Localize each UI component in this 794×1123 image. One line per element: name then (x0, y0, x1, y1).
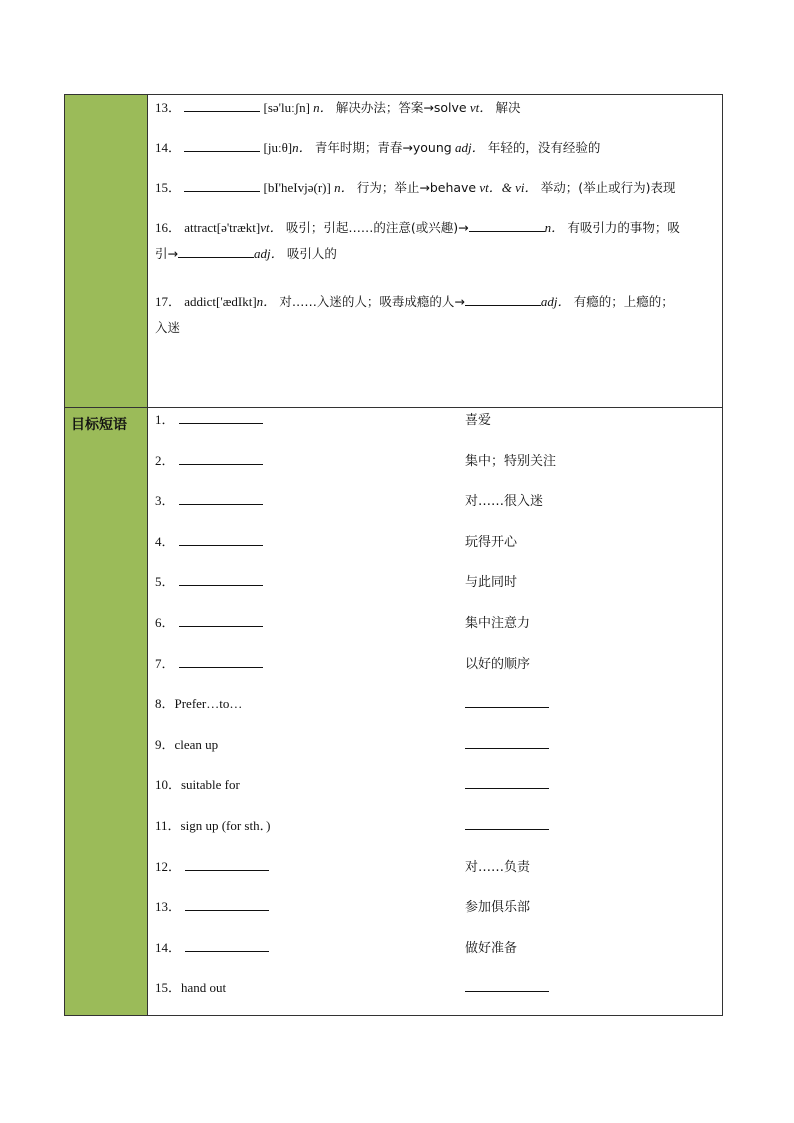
phrase-english (155, 896, 269, 915)
phrase-row (155, 896, 722, 916)
answer-blank[interactable] (465, 977, 549, 992)
phrase-chinese (465, 896, 530, 915)
phrase-chinese-text: 与此同时 (465, 575, 518, 591)
phrase-chinese (465, 774, 549, 793)
phrase-english (155, 856, 269, 875)
answer-blank[interactable] (465, 774, 549, 789)
phrase-chinese-text: 参加俱乐部 (465, 900, 531, 916)
answer-blank[interactable] (179, 653, 263, 668)
answer-blank[interactable] (178, 243, 254, 258)
answer-blank[interactable] (469, 217, 545, 232)
phrase-row (155, 815, 722, 835)
phrase-english-text: 15．hand out (155, 980, 227, 996)
phrase-chinese (465, 612, 530, 631)
phrase-row (155, 612, 722, 632)
phrase-row (155, 734, 722, 754)
phrase-english-text: 9．clean up (155, 736, 219, 752)
phrase-english (155, 531, 263, 550)
vocab-item-14: 14． [juːθ]n． 青年时期；青春→young adj． 年轻的，没有经验的 (155, 135, 600, 161)
phrase-english-text: 4． (155, 533, 175, 549)
phrase-english-text: 13． (155, 899, 182, 915)
answer-blank[interactable] (179, 409, 263, 424)
answer-blank[interactable] (184, 137, 260, 152)
phrase-english (155, 490, 263, 509)
answer-blank[interactable] (184, 177, 260, 192)
answer-blank[interactable] (179, 612, 263, 627)
phrase-english (155, 653, 263, 672)
phrase-english-text: 8．Prefer…to… (155, 696, 243, 712)
phrase-chinese-text: 对……负责 (465, 859, 531, 875)
phrase-english (155, 612, 263, 631)
phrase-row (155, 653, 722, 673)
phrase-english-text: 3． (155, 493, 175, 509)
phrase-english (155, 774, 240, 793)
phrase-row (155, 977, 722, 997)
phrase-row (155, 774, 722, 794)
phrase-english-text: 5． (155, 574, 175, 590)
phrase-row (155, 450, 722, 470)
phrase-english-text: 14． (155, 939, 182, 955)
phrase-chinese-text: 以好的顺序 (465, 656, 531, 672)
phrase-chinese (465, 937, 517, 956)
phrase-row (155, 856, 722, 876)
phrase-chinese (465, 450, 556, 469)
phrase-chinese (465, 856, 530, 875)
vocab-item-13: 13． [sə'luːʃn] n． 解决办法；答案→solve vt． 解决 (155, 95, 521, 121)
phrase-chinese-text: 做好准备 (465, 940, 518, 956)
phrase-chinese (465, 977, 549, 996)
phrase-chinese (465, 693, 549, 712)
answer-blank[interactable] (465, 291, 541, 306)
phrase-row (155, 693, 722, 713)
answer-blank[interactable] (465, 734, 549, 749)
answer-blank[interactable] (179, 531, 263, 546)
side-column (65, 95, 148, 1015)
phrase-chinese (465, 815, 549, 834)
phrase-chinese (465, 531, 517, 550)
phrase-row (155, 490, 722, 510)
worksheet-table (64, 94, 723, 1016)
answer-blank[interactable] (179, 450, 263, 465)
answer-blank[interactable] (179, 490, 263, 505)
phrase-english (155, 734, 218, 753)
phrase-english (155, 815, 270, 834)
phrase-english (155, 693, 242, 712)
answer-blank[interactable] (185, 937, 269, 952)
phrase-english-text: 11．sign up (for sth．) (155, 818, 271, 833)
answer-blank[interactable] (184, 97, 260, 112)
answer-blank[interactable] (185, 896, 269, 911)
answer-blank[interactable] (465, 815, 549, 830)
vocab-item-17: 17． addict['ædIkt]n． 对……入迷的人；吸毒成瘾的人→ adj． 有瘾的；上瘾的； 入迷 (155, 289, 715, 341)
phrase-row (155, 409, 722, 429)
phrase-english-text: 12． (155, 858, 182, 874)
phrase-english (155, 409, 263, 428)
phrase-chinese (465, 409, 491, 428)
phrase-english (155, 937, 269, 956)
vocab-item-16: 16． attract[ə'trækt]vt． 吸引；引起……的注意(或兴趣)→ n． 有吸引力的事物；吸 引→ adj． 吸引人的 (155, 215, 715, 267)
section-label-phrases: 目标短语 (71, 417, 127, 433)
phrase-english (155, 571, 263, 590)
answer-blank[interactable] (185, 856, 269, 871)
phrase-row (155, 937, 722, 957)
row-divider (65, 407, 722, 408)
phrase-english-text: 6． (155, 615, 175, 630)
answer-blank[interactable] (465, 693, 549, 708)
phrase-english-text: 1． (155, 412, 175, 427)
phrase-chinese-text: 喜爱 (465, 413, 492, 428)
phrase-chinese-text: 集中注意力 (465, 616, 531, 631)
phrase-english (155, 977, 226, 996)
phrase-chinese-text: 对……很入迷 (465, 494, 544, 510)
phrase-english-text: 2． (155, 452, 175, 468)
phrase-chinese (465, 653, 530, 672)
phrase-row (155, 571, 722, 591)
phrase-english-text: 10．suitable for (155, 777, 240, 793)
phrase-english (155, 450, 263, 469)
phrase-chinese (465, 490, 543, 509)
phrase-chinese (465, 734, 549, 753)
answer-blank[interactable] (179, 571, 263, 586)
phrase-chinese-text: 玩得开心 (465, 534, 518, 550)
vocab-item-15: 15． [bI'heIvjə(r)] n． 行为；举止→behave vt．& vi． 举动；(举止或行为)表现 (155, 175, 676, 201)
phrase-chinese (465, 571, 517, 590)
phrase-row (155, 531, 722, 551)
phrase-chinese-text: 集中；特别关注 (465, 453, 557, 469)
phrase-english-text: 7． (155, 655, 175, 671)
